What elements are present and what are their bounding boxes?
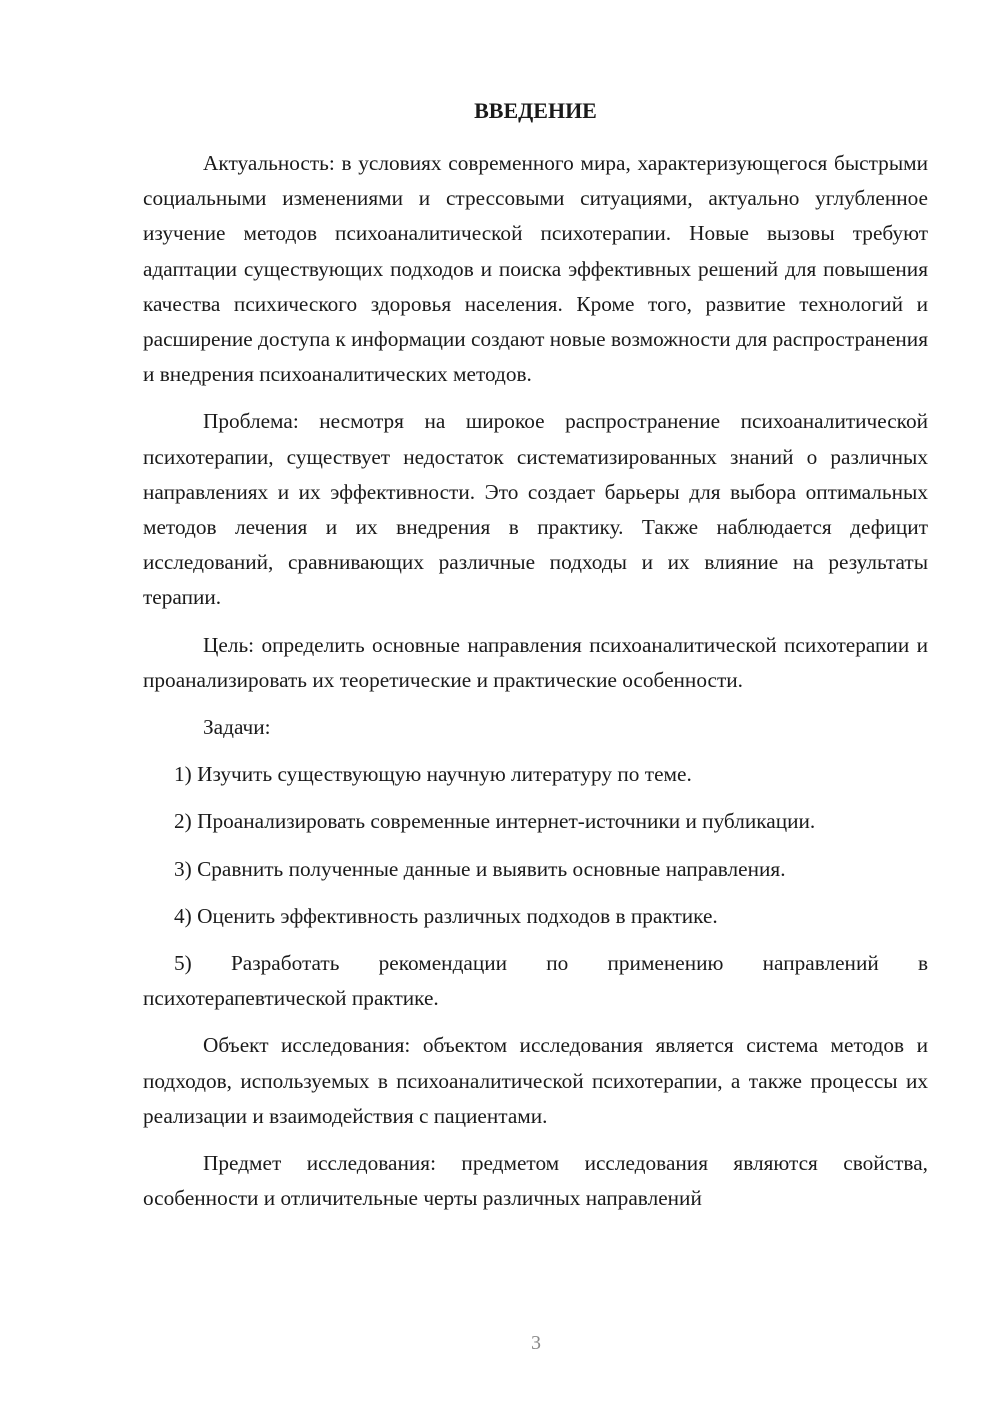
subject-paragraph: Предмет исследования: предметом исследования являются свойства, особенности и отличительные черты различных направлений [143,1151,928,1211]
tasks-label: Задачи: [203,715,271,740]
object-paragraph: Объект исследования: объектом исследования является система методов и подходов, используемых в психоаналитической психотерапии, а также процессы их реализации и взаимодействия с пациентами. [143,1033,928,1128]
page-number: 3 [531,1332,541,1354]
section-heading: ВВЕДЕНИЕ [474,98,597,123]
task-item: 2) Проанализировать современные интернет-источники и публикации. [174,809,816,834]
problem-paragraph: Проблема: несмотря на широкое распространение психоаналитической психотерапии, существует недостаток систематизированных знаний о различных направлениях и их эффективности. Это создает барьеры для выбора оптимальных методов лечения и их внедрения в практику. Также наблюдается дефицит исследований, сравнивающих различные подходы и их влияние на результаты терапии. [143,409,928,610]
relevance-paragraph: Актуальность: в условиях современного мира, характеризующегося быстрыми социальными изменениями и стрессовыми ситуациями, актуально углубленное изучение методов психоаналитической психотерапии. Новые вызовы требуют адаптации существующих подходов и поиска эффективных решений для повышения качества психического здоровья населения. Кроме того, развитие технологий и расширение доступа к информации создают новые возможности для распространения и внедрения психоаналитических методов. [143,151,928,387]
task-item: 5) Разработать рекомендации по применению направлений в психотерапевтической практике. [143,951,928,1011]
document-page [143,96,928,1228]
goal-paragraph: Цель: определить основные направления психоаналитической психотерапии и проанализировать их теоретические и практические особенности. [143,632,928,692]
task-item: 3) Сравнить полученные данные и выявить основные направления. [174,856,786,881]
task-item: 1) Изучить существующую научную литературу по теме. [174,762,692,787]
task-item: 4) Оценить эффективность различных подходов в практике. [174,903,718,928]
